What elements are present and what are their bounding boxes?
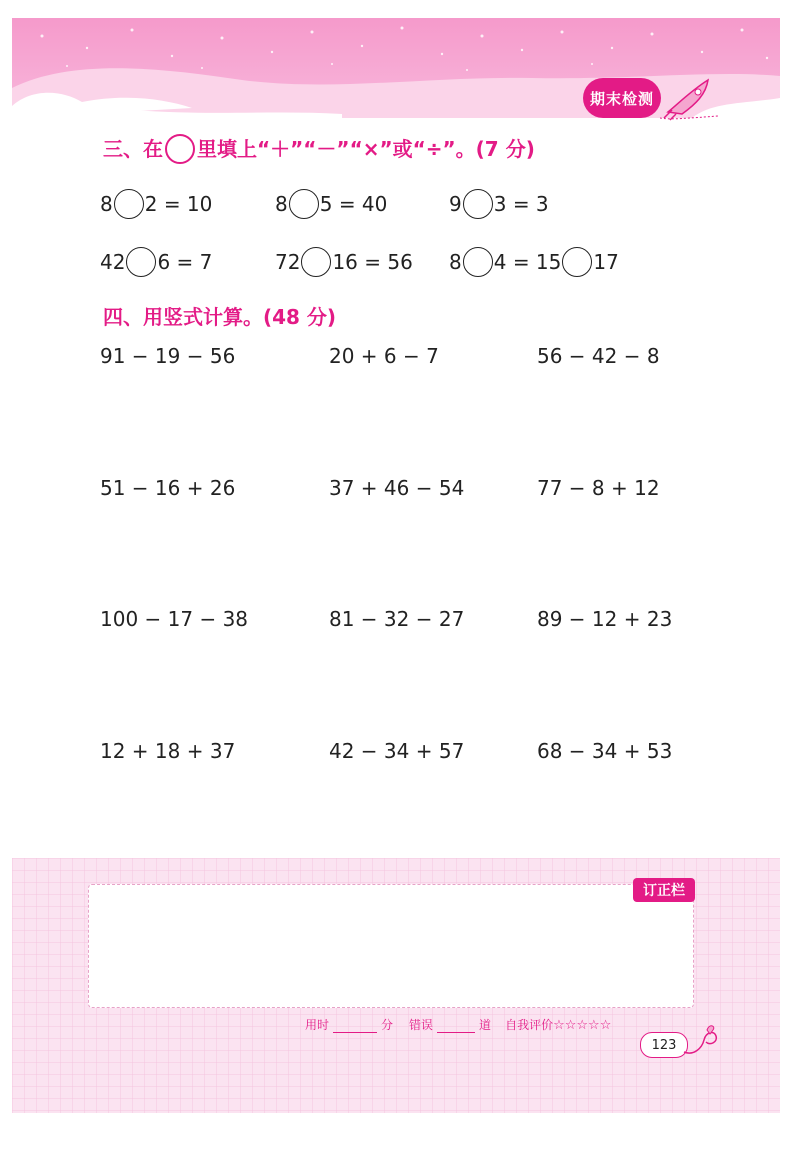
- calc-expression: 12 + 18 + 37: [100, 739, 236, 763]
- page-number: 123: [640, 1032, 688, 1058]
- fill-item: [449, 245, 619, 279]
- calc-expression: 77 − 8 + 12: [537, 476, 660, 500]
- calc-expression: 91 − 19 − 56: [100, 344, 236, 368]
- fill-item: [100, 245, 212, 279]
- section4-title: 四、用竖式计算。(48 分): [103, 305, 337, 329]
- stats-line: [305, 1016, 611, 1033]
- operand: 16 = 56: [332, 250, 413, 274]
- section3-title: [103, 133, 535, 166]
- calc-expression: 56 − 42 − 8: [537, 344, 660, 368]
- section3-row-2: [0, 245, 800, 279]
- operand: 3 = 3: [493, 192, 549, 216]
- section3-row-1: [0, 187, 800, 221]
- rocket-icon: [660, 72, 720, 122]
- fill-item: [275, 245, 413, 279]
- fill-item: [275, 187, 387, 221]
- calc-expression: 89 − 12 + 23: [537, 607, 673, 631]
- answer-circle[interactable]: [463, 189, 493, 219]
- calc-expression: 20 + 6 − 7: [329, 344, 439, 368]
- operand: 4 = 15: [493, 250, 562, 274]
- calc-expression: 51 − 16 + 26: [100, 476, 236, 500]
- correction-label: 订正栏: [633, 878, 695, 902]
- answer-circle[interactable]: [301, 247, 331, 277]
- operand: 8: [100, 192, 113, 216]
- answer-circle[interactable]: [463, 247, 493, 277]
- calc-expression: 81 − 32 − 27: [329, 607, 465, 631]
- calc-expression: 37 + 46 − 54: [329, 476, 465, 500]
- answer-circle[interactable]: [562, 247, 592, 277]
- answer-circle[interactable]: [126, 247, 156, 277]
- operand: 17: [593, 250, 619, 274]
- fill-item: [100, 187, 212, 221]
- calc-expression: 42 − 34 + 57: [329, 739, 465, 763]
- operand: 5 = 40: [319, 192, 388, 216]
- section3-title-pre: 三、在: [103, 137, 163, 161]
- operand: 8: [449, 250, 462, 274]
- time-unit: 分: [381, 1018, 394, 1032]
- exam-badge: 期末检测: [583, 78, 661, 118]
- time-blank[interactable]: [333, 1020, 377, 1033]
- calc-expression: 68 − 34 + 53: [537, 739, 673, 763]
- correction-area[interactable]: [88, 884, 694, 1008]
- operand: 8: [275, 192, 288, 216]
- error-label: 错误: [409, 1018, 434, 1032]
- operand: 6 = 7: [157, 250, 213, 274]
- answer-circle[interactable]: [114, 189, 144, 219]
- section3-title-post: 里填上“＋”“－”“×”或“÷”。(7 分): [197, 137, 535, 161]
- circle-icon: [165, 134, 195, 164]
- self-eval-label: 自我评价: [505, 1018, 554, 1032]
- operand: 2 = 10: [144, 192, 213, 216]
- operand: 42: [100, 250, 126, 274]
- error-blank[interactable]: [437, 1020, 475, 1033]
- time-label: 用时: [305, 1018, 330, 1032]
- error-unit: 道: [479, 1018, 492, 1032]
- operand: 9: [449, 192, 462, 216]
- answer-circle[interactable]: [289, 189, 319, 219]
- fill-item: [449, 187, 549, 221]
- rating-stars[interactable]: ☆☆☆☆☆: [553, 1018, 612, 1033]
- operand: 72: [275, 250, 301, 274]
- heart-swirl-icon: [680, 1022, 720, 1062]
- calc-expression: 100 − 17 − 38: [100, 607, 249, 631]
